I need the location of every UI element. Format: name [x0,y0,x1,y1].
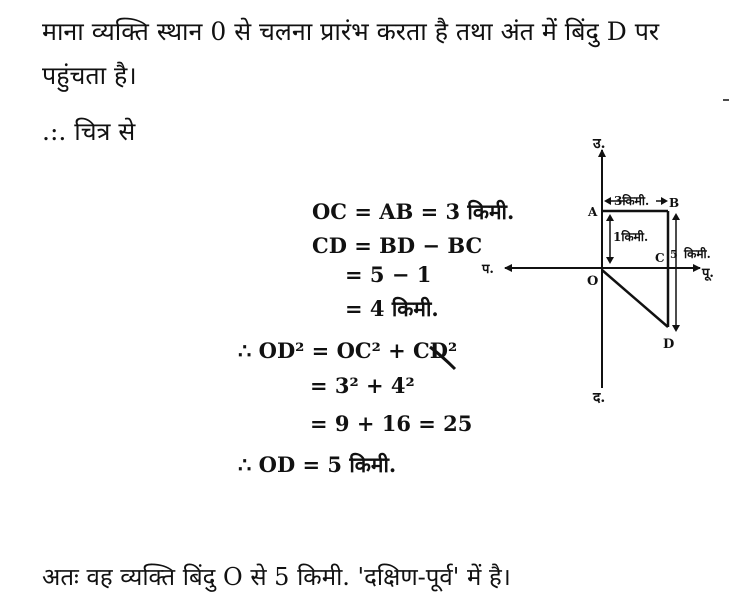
label-dist-ab: 3किमी. [614,194,650,208]
equation-od-result: ∴ OD = 5 किमी. [238,452,397,477]
equation-cd-subtract: = 5 − 1 [345,262,432,287]
intro-line-1: माना व्यक्ति स्थान 0 से चलना प्रारंभ करता है तथा अंत में बिंदु D पर [42,17,660,46]
dimension-oa-top-head [606,214,614,221]
dimension-ab-right-head [661,197,668,205]
dimension-oa-bottom-head [606,257,614,264]
label-dist-bd-number: 5 [670,248,678,261]
dimension-bd-bottom-head [672,325,680,332]
label-east: पू. [702,266,714,281]
equation-squares: = 3² + 4² [310,373,415,398]
label-dist-oa: 1किमी. [613,230,649,244]
label-point-b: B [669,196,680,210]
label-point-a: A [588,205,598,219]
equation-oc-ab: OC = AB = 3 किमी. [312,199,515,224]
conclusion-text: अतः वह व्यक्ति बिंदु O से 5 किमी. 'दक्षिण-पूर्व' में है। [42,563,511,591]
label-north: उ. [593,136,606,152]
equation-pythagoras: ∴ OD² = OC² + CD² [238,338,458,363]
equation-cd: CD = BD − BC [312,233,483,258]
label-south: द. [593,390,606,406]
pen-mark [430,347,455,369]
label-dist-bd-unit: किमी. [684,247,711,261]
equation-sum: = 9 + 16 = 25 [310,411,473,436]
label-west: प. [482,262,494,277]
dimension-bd-top-head [672,213,680,220]
label-point-d: D [663,337,675,352]
therefore-from-figure: .:. चित्र से [42,117,136,146]
segment-od [602,270,668,327]
label-point-c: C [655,251,665,265]
dimension-ab-left-head [604,197,611,205]
intro-line-2: पहुंचता है। [42,61,137,90]
equation-cd-result: = 4 किमी. [345,296,439,321]
label-point-o: O [587,274,599,289]
